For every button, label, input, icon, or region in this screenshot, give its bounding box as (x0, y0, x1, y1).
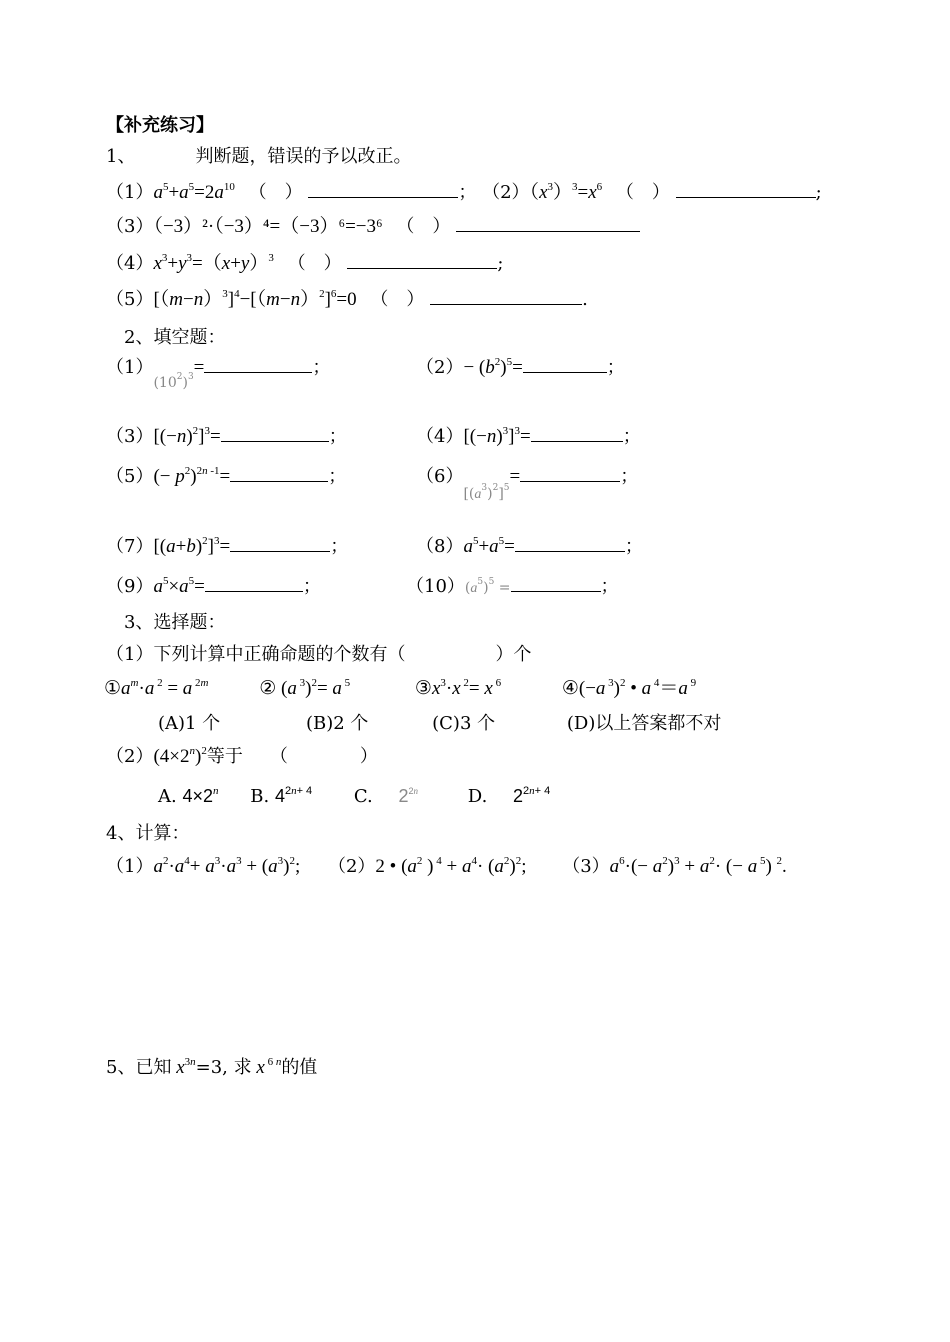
answer-paren: （ ） (370, 289, 425, 310)
section-5-question: 5、已知 $x^{3n}=3$, 求 x $^{6 n}$的值 (106, 1056, 318, 1078)
answer-blank[interactable] (523, 354, 607, 373)
answer-blank[interactable] (515, 533, 625, 552)
fill-label: （5） (106, 466, 154, 487)
fill-question-9: $(9)a^5\times a^5=$ ； (106, 575, 321, 597)
choice-options (158, 712, 721, 736)
answer-paren: （ ） (248, 182, 303, 203)
choice-statements (104, 677, 696, 701)
answer-blank[interactable] (676, 179, 816, 198)
q4-label: （4） (106, 253, 154, 274)
q2-suffix: 等于 （ ） (206, 746, 378, 767)
option-b[interactable]: (B)2 个 (305, 713, 369, 734)
period: . (582, 289, 588, 310)
fill-label: （4） (416, 426, 464, 447)
fill-label: （10） (406, 576, 465, 597)
choice-b-label: B. (250, 786, 270, 807)
q3-label: （3） (106, 216, 154, 237)
answer-blank[interactable] (230, 533, 330, 552)
fill-label: （3） (106, 426, 154, 447)
answer-blank[interactable] (456, 213, 640, 232)
calc-q2-label: （2） (327, 856, 376, 877)
fill-label: （2） (416, 357, 464, 378)
section-title: 【补充练习】 (106, 115, 214, 136)
choice-c-label: C. (353, 786, 373, 807)
fill-question-2: $(2)- (b^2)^5=$ ； (416, 356, 625, 378)
semicolon: ； (328, 466, 347, 487)
statement-1: $①a^m\cdot a$ $^2$ = a $^{2m}$ (104, 677, 209, 699)
q2-label: （2） (482, 182, 530, 203)
q3-expression: （−3）²·（−3）⁴=（−3）⁶=−3⁶ (153, 216, 383, 237)
q2-label: （2） (106, 746, 154, 767)
answer-blank[interactable] (221, 423, 329, 442)
statement-4: ④(−a $^3$)$^2$ • a $^4$＝a $^9$ (561, 677, 697, 699)
fill-label: （8） (416, 536, 464, 557)
choice-a-label: A. (158, 786, 177, 807)
choice-question-2: $(2)(4\times 2^n)^2$等于 （ ） (106, 745, 378, 767)
fill-question-8: $(8)a^5+a^5=$ ； (416, 535, 643, 557)
answer-blank[interactable] (531, 423, 623, 442)
semicolon: ； (328, 426, 347, 447)
fill-label: （1） (106, 357, 154, 378)
s5-suffix: 的值 (281, 1057, 318, 1078)
s5-mid: =3, 求 (195, 1057, 252, 1078)
q5-label: （5） (106, 289, 154, 310)
answer-blank[interactable] (347, 250, 497, 269)
semicolon: ； (622, 426, 641, 447)
fill-question-1: $(1)_{(10^2)^3}=$ ； (106, 354, 330, 381)
section-1-number: 1、 (106, 146, 136, 167)
answer-paren: （ ） (287, 253, 342, 274)
calc-q1-label: （1） (106, 856, 154, 877)
fill-label: （7） (106, 536, 154, 557)
option-c[interactable]: (C)3 个 (432, 713, 496, 734)
option-a[interactable]: (A)1 个 (158, 713, 221, 734)
answer-blank[interactable] (204, 354, 312, 373)
section-3-heading: 3、选择题： (124, 612, 226, 633)
answer-paren: （ ） (396, 216, 451, 237)
section-1-title: 判断题，错误的予以改正。 (195, 146, 412, 167)
fill-question-5: $(5)(- p^2)^{2n -1}=$ ； (106, 465, 347, 487)
fill-question-6: $(6)_{[(a^3)^2]^5}=$ ； (416, 463, 638, 491)
semicolon: ； (312, 357, 331, 378)
semicolon: ； (606, 357, 625, 378)
answer-blank[interactable] (520, 463, 620, 482)
fill-question-7: $(7)[(a+b)^2]^3=$ ； (106, 535, 349, 557)
section-2-heading: 2、填空题： (124, 327, 226, 348)
choice-d-label: D. (467, 786, 488, 807)
section-4-heading: 4、计算： (106, 823, 190, 844)
judge-question-1-2: $(1)a^5+a^5=2a^{10}$ （ ） ； $(2)(x^3)^3=x^6$ （ ） ; (106, 181, 822, 203)
answer-blank[interactable] (308, 179, 458, 198)
judge-question-3 (106, 213, 640, 239)
fill-question-10: $(10)(a^5)^5$ = ； (406, 573, 619, 601)
section-1-heading (106, 145, 411, 169)
q1-label: （1） (106, 182, 154, 203)
s5-prefix: 5、已知 (106, 1057, 172, 1078)
fill-label: （9） (106, 576, 154, 597)
answer-blank[interactable] (430, 286, 582, 305)
answer-blank[interactable] (205, 573, 303, 592)
fill-question-4: $(4)[(-n)^3]^3=$ ； (416, 425, 641, 447)
statement-2: ② (a $^3$)$^2$= a $^5$ (259, 677, 351, 699)
semicolon: ； (624, 536, 643, 557)
answer-paren: （ ） (615, 182, 670, 203)
judge-question-5: $(5)[(m-n)^3]^4-[(m-n)^2]^6=0$ （ ） . (106, 288, 588, 310)
fill-label: （6） (416, 466, 464, 487)
semicolon: ； (620, 466, 639, 487)
choice-question-1: （1）下列计算中正确命题的个数有（ ）个 (106, 644, 532, 665)
calc-q3-label: （3） (562, 856, 610, 877)
answer-blank[interactable] (230, 463, 328, 482)
answer-blank[interactable] (511, 573, 601, 592)
calc-questions: $(1)a^2\cdot a^4+ a^3\cdot a^3 + (a^3)^2$; （2）2 • ($a^2$ ) $^4 + a^4\cdot (a^2)^2$; $(3)a^6\cdot(- a^2)^3 + a^2\cdot$ (− a $^5$) $^2$. (106, 855, 787, 877)
option-d[interactable]: (D)以上答案都不对 (566, 713, 722, 734)
choice-answers: A. $4\times 2^n$ B. $4^{2n+ 4}$ C. $2^{2n}$ D. $2^{2n+ 4}$ (158, 785, 551, 807)
statement-3: $③x^3\cdot x$ $^2$= x $^6$ (414, 677, 502, 699)
semicolon: ； (600, 576, 619, 597)
semicolon: ； (330, 536, 349, 557)
semicolon: ； (302, 576, 321, 597)
fill-question-3: $(3)[(-n)^2]^3=$ ； (106, 425, 347, 447)
judge-question-4: $(4)x^3+y^3=(x+y)^3$ （ ） ; (106, 252, 504, 274)
